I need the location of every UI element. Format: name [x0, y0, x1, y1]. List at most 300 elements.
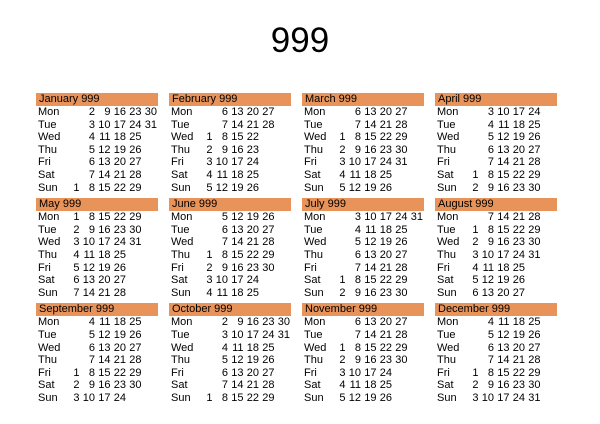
day-cell	[408, 367, 424, 380]
weekday-row	[302, 392, 424, 405]
day-cell: 27	[129, 341, 142, 354]
day-cell	[126, 262, 142, 275]
day-cell	[463, 211, 479, 224]
day-cell: 10	[82, 236, 95, 249]
weekday-row	[169, 249, 291, 262]
day-cell: 26	[379, 391, 392, 404]
day-cell	[259, 287, 275, 300]
day-cell	[275, 169, 291, 182]
day-cell: 29	[129, 181, 142, 194]
day-cell: 24	[379, 366, 392, 379]
day-cell	[463, 156, 479, 169]
day-cell	[392, 367, 408, 380]
day-cell	[275, 274, 291, 287]
day-cell: 29	[528, 366, 541, 379]
weekday-row	[169, 156, 291, 169]
weekday-row	[435, 367, 557, 380]
day-cell	[541, 106, 557, 119]
day-cell: 24	[246, 274, 259, 287]
month-header: April 999	[435, 93, 557, 106]
day-cell: 22	[113, 181, 126, 194]
month-header: August 999	[435, 198, 557, 211]
day-cell: 11	[99, 316, 111, 329]
day-cell: 27	[113, 274, 126, 287]
weekday-label: Sat	[437, 379, 454, 392]
day-cell: 27	[395, 248, 408, 261]
day-cell	[541, 342, 557, 355]
day-cell: 7	[221, 379, 228, 392]
day-cell	[142, 367, 158, 380]
day-cell: 26	[379, 181, 392, 194]
day-cell: 21	[379, 261, 392, 274]
month-january	[36, 93, 158, 194]
day-cell	[259, 274, 275, 287]
weekday-label: Wed	[437, 341, 460, 354]
day-cell: 7	[221, 118, 228, 131]
weekday-row	[435, 249, 557, 262]
day-cell: 17	[512, 106, 525, 118]
day-cell: 27	[528, 341, 541, 354]
day-cell	[330, 224, 346, 237]
day-cell	[197, 211, 213, 224]
day-cell: 28	[395, 118, 408, 131]
day-cell: 10	[215, 274, 228, 287]
day-cell	[64, 131, 80, 144]
day-cell	[463, 131, 479, 144]
day-cell: 3	[487, 106, 494, 118]
day-cell: 16	[497, 236, 510, 249]
day-cell: 23	[113, 379, 126, 392]
weekday-row	[36, 379, 158, 392]
weekday-label: Tue	[171, 328, 190, 341]
day-cell: 26	[395, 236, 408, 249]
weekday-label: Wed	[304, 131, 327, 144]
day-cell: 15	[231, 391, 244, 404]
weekday-label: Fri	[38, 156, 51, 169]
day-cell: 18	[512, 118, 525, 131]
day-cell: 18	[231, 286, 244, 299]
weekday-row	[435, 236, 557, 249]
weekday-row	[302, 329, 424, 342]
day-cell: 14	[98, 354, 111, 367]
day-cell	[197, 342, 213, 355]
month-november	[302, 303, 424, 404]
day-cell: 8	[354, 131, 361, 144]
year-title: 999	[270, 21, 330, 60]
day-cell: 5	[472, 274, 479, 287]
day-cell: 12	[348, 181, 361, 194]
month-header: May 999	[36, 198, 158, 211]
day-cell: 8	[487, 168, 494, 181]
day-cell: 12	[364, 236, 377, 249]
weekday-label: Thu	[171, 248, 190, 261]
day-cell: 22	[379, 131, 392, 144]
weekday-row	[435, 119, 557, 132]
day-cell	[541, 392, 557, 405]
day-cell: 9	[221, 143, 228, 156]
day-cell: 26	[528, 328, 541, 341]
day-cell: 30	[528, 236, 541, 249]
weekday-label: Thu	[437, 354, 456, 367]
day-cell	[259, 182, 275, 195]
day-cell	[275, 392, 291, 405]
day-cell: 20	[246, 366, 259, 379]
day-cell	[330, 211, 346, 224]
weekday-row	[169, 224, 291, 237]
day-cell: 11	[83, 248, 95, 261]
day-cell: 16	[364, 354, 377, 367]
day-cell: 4	[339, 168, 346, 181]
day-cell: 30	[129, 379, 142, 392]
day-cell: 1	[472, 366, 479, 379]
day-cell: 27	[262, 366, 275, 379]
day-cell: 7	[88, 168, 95, 181]
day-cell: 31	[528, 391, 541, 404]
day-cell: 9	[487, 181, 494, 194]
day-cell: 1	[339, 341, 346, 354]
day-cell: 3	[221, 328, 228, 341]
day-cell	[142, 144, 158, 157]
day-cell: 13	[98, 156, 111, 169]
month-august	[435, 198, 557, 299]
day-cell	[142, 262, 158, 275]
weekday-label: Mon	[437, 316, 459, 329]
day-cell	[275, 287, 291, 300]
weekday-label: Thu	[38, 248, 57, 261]
day-cell: 2	[206, 261, 213, 274]
day-cell: 20	[379, 106, 392, 118]
day-cell: 18	[98, 248, 111, 261]
weekday-row	[36, 342, 158, 355]
day-cell	[541, 379, 557, 392]
day-cell: 4	[487, 316, 494, 329]
month-december	[435, 303, 557, 404]
weekday-row	[435, 329, 557, 342]
day-cell	[541, 144, 557, 157]
day-cell	[541, 287, 557, 300]
day-cell: 14	[364, 261, 377, 274]
day-cell: 17	[379, 211, 392, 224]
day-cell	[197, 106, 213, 119]
day-cell: 2	[472, 379, 479, 392]
month-september	[36, 303, 158, 404]
day-cell: 21	[113, 168, 126, 181]
day-cell: 28	[262, 379, 275, 392]
day-cell: 16	[246, 316, 259, 329]
weekday-row	[36, 224, 158, 237]
day-cell: 8	[88, 211, 95, 224]
day-cell: 26	[113, 261, 126, 274]
day-cell: 30	[395, 354, 408, 367]
day-cell	[197, 224, 213, 237]
day-cell: 2	[221, 316, 228, 329]
day-cell: 6	[88, 156, 95, 169]
weekday-label: Fri	[304, 261, 317, 274]
weekday-row	[302, 249, 424, 262]
weekday-label: Fri	[437, 156, 450, 169]
day-cell: 20	[113, 156, 126, 169]
day-cell: 16	[364, 143, 377, 156]
day-cell: 23	[113, 223, 126, 236]
day-cell: 22	[246, 391, 259, 404]
day-cell	[64, 156, 80, 169]
weekday-label: Sat	[38, 379, 55, 392]
day-cell: 6	[354, 106, 361, 118]
day-cell: 10	[364, 211, 377, 224]
day-cell: 18	[497, 261, 510, 274]
day-cell	[408, 342, 424, 355]
day-cell: 22	[512, 366, 525, 379]
day-cell: 22	[246, 131, 259, 144]
day-cell: 28	[129, 354, 142, 367]
weekday-label: Sat	[437, 168, 454, 181]
weekday-row	[169, 274, 291, 287]
day-cell: 7	[221, 236, 228, 249]
day-cell: 21	[379, 118, 392, 131]
day-cell: 25	[395, 223, 408, 236]
weekday-row	[302, 182, 424, 195]
day-cell	[408, 169, 424, 182]
day-cell: 24	[379, 156, 392, 169]
weekday-row	[169, 262, 291, 275]
day-cell: 23	[512, 181, 525, 194]
day-cell: 20	[512, 143, 525, 156]
day-cell: 10	[231, 328, 244, 341]
month-header: July 999	[302, 198, 424, 211]
day-cell: 5	[221, 354, 228, 367]
day-cell: 19	[364, 391, 377, 404]
day-cell: 9	[487, 236, 494, 249]
day-cell	[541, 211, 557, 224]
day-cell: 24	[512, 248, 525, 261]
weekday-label: Wed	[171, 236, 194, 249]
weekday-label: Fri	[437, 261, 450, 274]
day-cell: 15	[497, 168, 510, 181]
day-cell: 1	[472, 168, 479, 181]
weekday-row	[435, 274, 557, 287]
weekday-row	[169, 119, 291, 132]
day-cell: 7	[88, 354, 95, 367]
day-cell: 27	[129, 156, 142, 169]
day-cell: 13	[364, 316, 377, 329]
day-cell: 25	[129, 316, 142, 329]
day-cell: 30	[262, 261, 275, 274]
day-cell: 12	[98, 328, 111, 341]
day-cell: 30	[528, 379, 541, 392]
day-cell: 1	[206, 391, 213, 404]
day-cell: 6	[221, 223, 228, 236]
weekday-label: Sat	[171, 274, 188, 287]
weekday-row	[169, 131, 291, 144]
weekday-row	[435, 144, 557, 157]
day-cell: 15	[364, 341, 377, 354]
day-cell: 4	[73, 248, 80, 261]
day-cell: 16	[113, 106, 126, 118]
weekday-row	[36, 119, 158, 132]
weekday-label: Sun	[171, 181, 191, 194]
day-cell: 3	[472, 391, 479, 404]
weekday-row	[36, 367, 158, 380]
day-cell: 13	[98, 341, 111, 354]
day-cell	[142, 169, 158, 182]
day-cell: 23	[246, 261, 259, 274]
day-cell: 8	[221, 131, 228, 144]
day-cell	[197, 367, 213, 380]
day-cell: 11	[365, 223, 377, 236]
day-cell: 12	[231, 211, 244, 224]
day-cell: 3	[472, 248, 479, 261]
day-cell	[330, 119, 346, 132]
day-cell	[392, 169, 408, 182]
day-cell: 21	[246, 236, 259, 249]
day-cell	[541, 274, 557, 287]
weekday-label: Tue	[437, 328, 456, 341]
day-cell: 25	[512, 261, 525, 274]
day-cell: 2	[88, 106, 95, 118]
day-cell: 20	[512, 341, 525, 354]
weekday-label: Wed	[171, 341, 194, 354]
day-cell: 31	[528, 248, 541, 261]
weekday-row	[302, 287, 424, 300]
day-cell: 19	[246, 354, 259, 367]
day-cell	[408, 354, 424, 367]
weekday-row	[302, 354, 424, 367]
weekday-label: Mon	[171, 211, 193, 224]
day-cell: 19	[246, 211, 259, 224]
day-cell: 11	[349, 379, 361, 392]
day-cell: 13	[497, 341, 510, 354]
day-cell: 30	[395, 286, 408, 299]
day-cell: 22	[113, 211, 126, 224]
weekday-label: Tue	[437, 223, 456, 236]
day-cell: 13	[231, 106, 244, 118]
day-cell: 7	[73, 286, 80, 299]
month-may	[36, 198, 158, 299]
weekday-label: Tue	[304, 223, 323, 236]
day-cell	[126, 287, 142, 300]
day-cell: 18	[231, 168, 244, 181]
weekday-label: Sat	[304, 274, 321, 287]
day-cell: 14	[364, 328, 377, 341]
day-cell: 27	[512, 286, 525, 299]
month-header: October 999	[169, 303, 291, 316]
day-cell: 17	[364, 366, 377, 379]
month-header: December 999	[435, 303, 557, 316]
day-cell: 12	[231, 354, 244, 367]
day-cell: 23	[129, 106, 142, 118]
weekday-row	[435, 342, 557, 355]
day-cell	[142, 249, 158, 262]
month-march	[302, 93, 424, 194]
weekday-row	[169, 367, 291, 380]
day-cell: 5	[339, 391, 346, 404]
day-cell: 5	[487, 328, 494, 341]
weekday-label: Wed	[304, 341, 327, 354]
weekday-row	[435, 316, 557, 329]
day-cell	[275, 211, 291, 224]
day-cell: 15	[231, 248, 244, 261]
weekday-row	[435, 211, 557, 224]
weekday-label: Mon	[171, 316, 193, 329]
day-cell	[408, 329, 424, 342]
day-cell: 6	[221, 106, 228, 118]
day-cell: 6	[88, 341, 95, 354]
day-cell: 3	[206, 274, 213, 287]
weekday-row	[36, 354, 158, 367]
day-cell: 17	[231, 156, 244, 169]
weekday-row	[302, 342, 424, 355]
day-cell: 8	[221, 391, 228, 404]
day-cell	[259, 169, 275, 182]
day-cell: 20	[113, 341, 126, 354]
day-cell: 31	[277, 328, 290, 341]
weekday-label: Mon	[38, 316, 60, 329]
day-cell: 5	[354, 236, 361, 249]
day-cell	[408, 287, 424, 300]
day-cell: 26	[528, 131, 541, 144]
day-cell: 7	[487, 211, 494, 224]
day-cell: 5	[221, 211, 228, 224]
weekday-label: Tue	[38, 328, 57, 341]
day-cell: 7	[354, 328, 361, 341]
weekday-row	[302, 106, 424, 119]
day-cell: 21	[512, 156, 525, 169]
day-cell: 4	[221, 341, 228, 354]
day-cell: 6	[354, 316, 361, 329]
day-cell: 14	[364, 118, 377, 131]
weekday-label: Thu	[304, 248, 323, 261]
day-cell	[463, 106, 479, 119]
day-cell: 30	[277, 316, 290, 329]
weekday-row	[169, 169, 291, 182]
weekday-row	[302, 211, 424, 224]
weekday-label: Mon	[437, 211, 459, 224]
day-cell: 29	[395, 341, 408, 354]
day-cell	[525, 287, 541, 300]
day-cell: 31	[144, 118, 157, 131]
day-cell	[275, 156, 291, 169]
day-cell: 18	[113, 131, 126, 144]
day-cell: 8	[487, 223, 494, 236]
weekday-label: Sun	[171, 391, 191, 404]
weekday-row	[36, 144, 158, 157]
day-cell: 30	[129, 223, 142, 236]
day-cell: 20	[98, 274, 111, 287]
day-cell: 23	[379, 286, 392, 299]
day-cell: 6	[221, 366, 228, 379]
day-cell: 2	[73, 379, 80, 392]
day-cell	[275, 131, 291, 144]
day-cell: 3	[73, 391, 80, 404]
day-cell: 24	[246, 156, 259, 169]
weekday-label: Sat	[304, 379, 321, 392]
day-cell: 25	[379, 379, 392, 392]
day-cell: 8	[88, 181, 95, 194]
day-cell: 9	[354, 143, 361, 156]
day-cell: 10	[348, 366, 361, 379]
day-cell: 13	[364, 106, 377, 118]
day-cell: 11	[99, 131, 111, 144]
day-cell	[142, 236, 158, 249]
day-cell: 14	[98, 168, 111, 181]
day-cell: 4	[354, 223, 361, 236]
day-cell: 25	[528, 316, 541, 329]
day-cell: 22	[113, 366, 126, 379]
weekday-label: Mon	[304, 316, 326, 329]
weekday-label: Sun	[38, 286, 58, 299]
day-cell: 4	[206, 168, 213, 181]
day-cell: 14	[82, 286, 95, 299]
